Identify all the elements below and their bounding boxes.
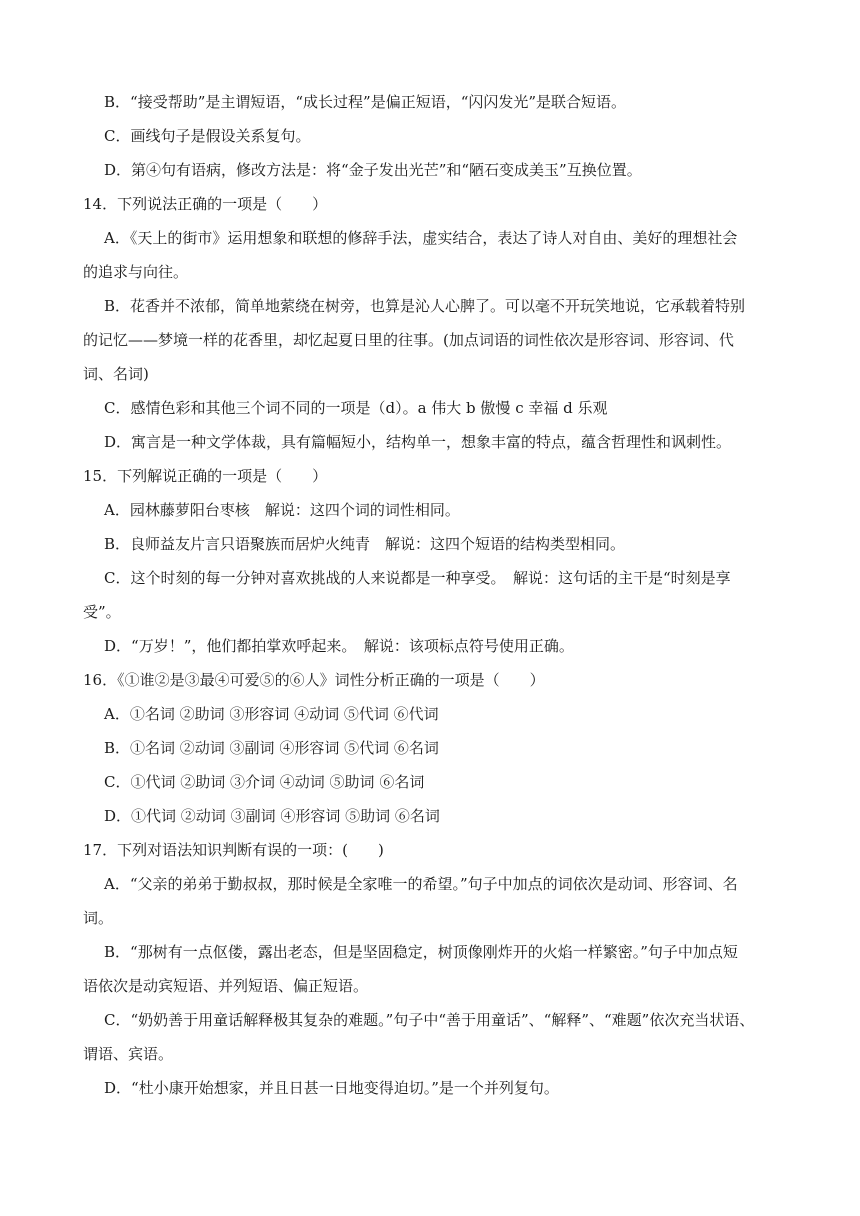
- q17-option-b-cont: 语依次是动宾短语、并列短语、偏正短语。: [83, 977, 369, 995]
- q14-option-a: A．《天上的街市》运用想象和联想的修辞手法，虚实结合，表达了诗人对自由、美好的理想社会: [104, 229, 738, 247]
- q17-option-c: C．“奶奶善于用童话解释极其复杂的难题。”句子中“善于用童话”、“解释”、“难题”依次充当状语、: [104, 1011, 755, 1029]
- q13-option-d: D．第④句有语病，修改方法是：将“金子发出光芒”和“陋石变成美玉”互换位置。: [104, 161, 642, 179]
- q14-option-a-cont: 的追求与向往。: [83, 263, 189, 281]
- q17-option-a-cont: 词。: [83, 909, 114, 927]
- q15-option-d: D．“万岁！”，他们都拍掌欢呼起来。 解说：该项标点符号使用正确。: [104, 637, 574, 655]
- q15-option-b: B．良师益友片言只语聚族而居炉火纯青 解说：这四个短语的结构类型相同。: [104, 535, 626, 553]
- q14-option-b-cont-2: 词、名词): [83, 365, 149, 383]
- q15-option-c-cont: 受”。: [83, 603, 121, 621]
- q16-option-a: A．①名词 ②助词 ③形容词 ④动词 ⑤代词 ⑥代词: [104, 705, 439, 723]
- q14-option-b: B．花香并不浓郁，简单地萦绕在树旁，也算是沁人心脾了。可以毫不开玩笑地说，它承载着特别: [104, 297, 746, 315]
- q16-option-c: C．①代词 ②助词 ③介词 ④动词 ⑤助词 ⑥名词: [104, 773, 425, 791]
- q14-option-d: D．寓言是一种文学体裁，具有篇幅短小，结构单一，想象丰富的特点，蕴含哲理性和讽刺性。: [104, 433, 732, 451]
- q13-option-c: C．画线句子是假设关系复句。: [104, 127, 311, 145]
- q14-option-c: C．感情色彩和其他三个词不同的一项是（d）。a 伟大 b 傲慢 c 幸福 d 乐观: [104, 399, 608, 417]
- q17-stem: 17．下列对语法知识判断有误的一项：( ): [83, 841, 384, 859]
- q14-stem: 14．下列说法正确的一项是（ ）: [83, 195, 328, 213]
- q13-option-b: B．“接受帮助”是主谓短语，“成长过程”是偏正短语，“闪闪发光”是联合短语。: [104, 93, 627, 111]
- q15-option-a: A．园林藤萝阳台枣核 解说：这四个词的词性相同。: [104, 501, 460, 519]
- q14-option-b-cont-1: 的记忆——梦境一样的花香里，却忆起夏日里的往事。(加点词语的词性依次是形容词、形容词、代: [83, 331, 734, 349]
- q16-option-b: B．①名词 ②动词 ③副词 ④形容词 ⑤代词 ⑥名词: [104, 739, 439, 757]
- q15-stem: 15．下列解说正确的一项是（ ）: [83, 467, 328, 485]
- q17-option-a: A．“父亲的弟弟于勤叔叔，那时候是全家唯一的希望。”句子中加点的词依次是动词、形容词、名: [104, 875, 738, 893]
- q17-option-d: D．“杜小康开始想家，并且日甚一日地变得迫切。”是一个并列复句。: [104, 1079, 559, 1097]
- q17-option-b: B．“那树有一点伛偻，露出老态，但是坚固稳定，树顶像刚炸开的火焰一样繁密。”句子中加点短: [104, 943, 738, 961]
- q17-option-c-cont: 谓语、宾语。: [83, 1045, 174, 1063]
- q16-stem: 16．《①谁②是③最④可爱⑤的⑥人》词性分析正确的一项是（ ）: [83, 671, 545, 689]
- q16-option-d: D．①代词 ②动词 ③副词 ④形容词 ⑤助词 ⑥名词: [104, 807, 440, 825]
- q15-option-c: C．这个时刻的每一分钟对喜欢挑战的人来说都是一种享受。 解说：这句话的主干是“时刻是享: [104, 569, 731, 587]
